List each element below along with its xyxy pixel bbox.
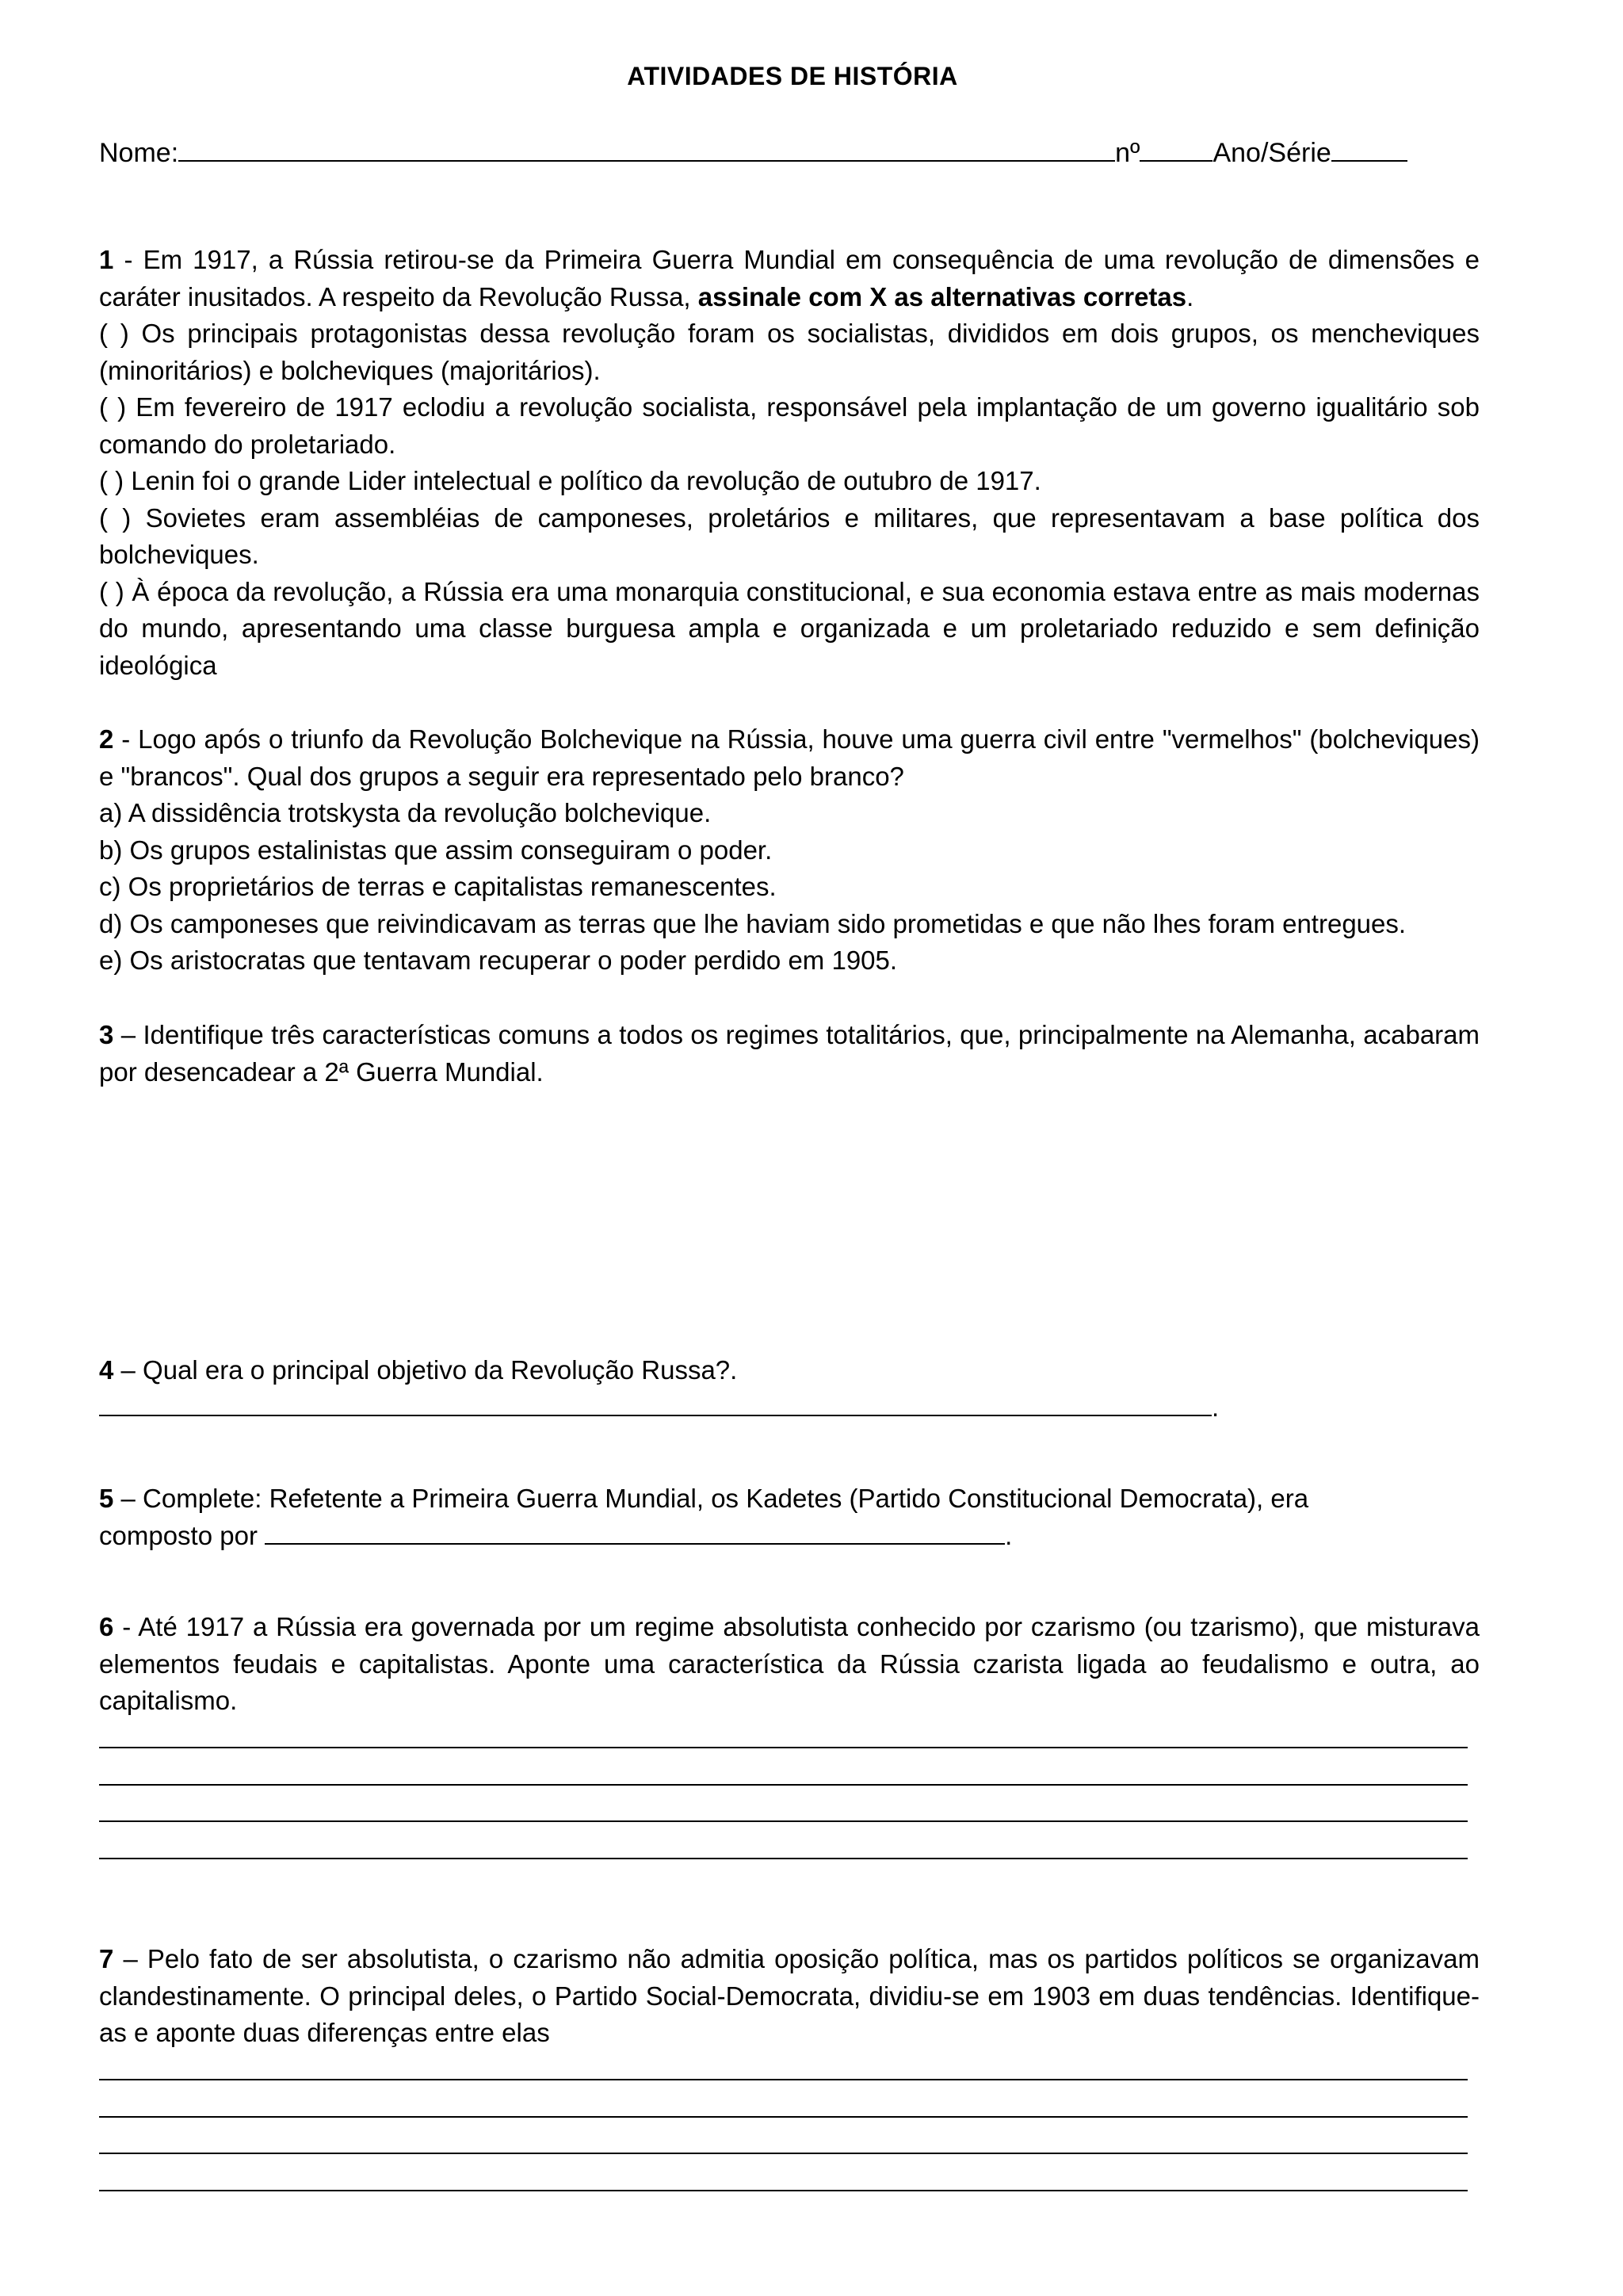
answer-line[interactable] xyxy=(99,1391,1212,1416)
question-text: - Em 1917, a Rússia retirou-se da Primeira Guerra Mundial em consequência de uma revolução de dimensões e caráter inusitados. A respeito da Revolução Russa, xyxy=(99,245,1480,311)
question-5-stem xyxy=(99,1480,1480,1518)
question-number: 1 xyxy=(99,245,114,274)
answer-line[interactable] xyxy=(99,1794,1468,1831)
q2-option-b[interactable]: b) Os grupos estalinistas que assim conseguiram o poder. xyxy=(99,835,773,865)
number-label: nº xyxy=(1115,138,1140,168)
question-2 xyxy=(99,721,1480,980)
question-6-stem xyxy=(99,1609,1480,1720)
question-text-end: . xyxy=(1186,281,1194,311)
answer-line[interactable] xyxy=(99,1720,1468,1757)
question-number: 3 xyxy=(99,1020,114,1049)
answer-line[interactable] xyxy=(99,1756,1468,1794)
q1-option[interactable]: ( ) Sovietes eram assembléias de camponeses, proletários e militares, que representavam a base política dos bolcheviques. xyxy=(99,502,1480,569)
answer-line-row xyxy=(99,1518,1480,1555)
answer-line[interactable] xyxy=(99,2052,1468,2089)
question-text: – Complete: Refetente a Primeira Guerra Mundial, os Kadetes (Partido Constitucional Democrata), era xyxy=(113,1484,1309,1513)
q1-option[interactable]: ( ) Em fevereiro de 1917 eclodiu a revolução socialista, responsável pela implantação de um governo igualitário sob comando do proletariado. xyxy=(99,392,1480,459)
question-3-stem xyxy=(99,1017,1480,1091)
question-1 xyxy=(99,242,1480,684)
name-field-line[interactable] xyxy=(178,133,1115,162)
question-number: 4 xyxy=(99,1355,114,1385)
question-text: – Qual era o principal objetivo da Revolução Russa?. xyxy=(113,1355,738,1385)
q2-option-d[interactable]: d) Os camponeses que reivindicavam as terras que lhe haviam sido prometidas e que não lhes foram entregues. xyxy=(99,908,1407,938)
question-text: - Até 1917 a Rússia era governada por um regime absolutista conhecido por czarismo (ou tzarismo), que misturava elementos feudais e capitalistas. Aponte uma característica da Rússia czarista ligada ao feudalismo e outra, ao capitalismo. xyxy=(99,1612,1480,1715)
year-field-line[interactable] xyxy=(1331,133,1407,162)
question-4-stem xyxy=(99,1352,1480,1389)
answer-line[interactable] xyxy=(99,2088,1468,2126)
question-4 xyxy=(99,1352,1480,1426)
question-text: composto por xyxy=(99,1520,265,1550)
question-2-stem xyxy=(99,721,1480,795)
student-info-row xyxy=(99,133,1446,171)
answer-line[interactable] xyxy=(99,2162,1468,2199)
answer-line-row xyxy=(99,1389,1480,1427)
question-6 xyxy=(99,1609,1480,1867)
question-7-stem xyxy=(99,1941,1480,2052)
question-text: – Identifique três características comuns a todos os regimes totalitários, que, principalmente na Alemanha, acabaram por desencadear a 2ª Guerra Mundial. xyxy=(99,1020,1480,1087)
question-number: 2 xyxy=(99,724,114,754)
page-title: ATIVIDADES DE HISTÓRIA xyxy=(627,62,958,90)
q2-option-a[interactable]: a) A dissidência trotskysta da revolução bolchevique. xyxy=(99,798,712,827)
line-end-period: . xyxy=(1212,1392,1220,1422)
question-instruction: assinale com X as alternativas corretas xyxy=(697,281,1187,311)
q2-option-c[interactable]: c) Os proprietários de terras e capitalistas remanescentes. xyxy=(99,872,777,901)
name-label: Nome: xyxy=(99,138,179,168)
question-number: 5 xyxy=(99,1484,114,1513)
question-7 xyxy=(99,1941,1480,2199)
number-field-line[interactable] xyxy=(1140,133,1212,162)
q2-option-e[interactable]: e) Os aristocratas que tentavam recuperar o poder perdido em 1905. xyxy=(99,946,898,975)
q1-option[interactable]: ( ) À época da revolução, a Rússia era uma monarquia constitucional, e sua economia estava entre as mais modernas do mundo, apresentando uma classe burguesa ampla e organizada e um proletariado reduzido e sem definição ideológica xyxy=(99,576,1480,680)
q1-option[interactable]: ( ) Os principais protagonistas dessa revolução foram os socialistas, divididos em dois grupos, os mencheviques (minoritários) e bolcheviques (majoritários). xyxy=(99,319,1480,385)
question-1-stem xyxy=(99,242,1480,315)
question-number: 6 xyxy=(99,1612,114,1641)
question-5 xyxy=(99,1480,1480,1554)
q1-option[interactable]: ( ) Lenin foi o grande Lider intelectual e político da revolução de outubro de 1917. xyxy=(99,466,1041,495)
question-text: – Pelo fato de ser absolutista, o czarismo não admitia oposição política, mas os partidos políticos se organizavam clandestinamente. O principal deles, o Partido Social-Democrata, dividiu-se em 1903 em duas tendências. Identifique-as e aponte duas diferenças entre elas xyxy=(99,1944,1480,2047)
answer-lines xyxy=(99,1720,1468,1867)
question-number: 7 xyxy=(99,1944,114,1973)
answer-line[interactable] xyxy=(99,1830,1468,1867)
question-3 xyxy=(99,1017,1480,1091)
year-label: Ano/Série xyxy=(1212,138,1331,168)
answer-lines xyxy=(99,2052,1468,2199)
answer-line[interactable] xyxy=(99,2126,1468,2163)
answer-line[interactable] xyxy=(265,1519,1005,1545)
question-text: - Logo após o triunfo da Revolução Bolchevique na Rússia, houve uma guerra civil entre "vermelhos" (bolcheviques) e "brancos". Qual dos grupos a seguir era representado pelo branco? xyxy=(99,724,1480,791)
line-end-period: . xyxy=(1005,1520,1013,1550)
